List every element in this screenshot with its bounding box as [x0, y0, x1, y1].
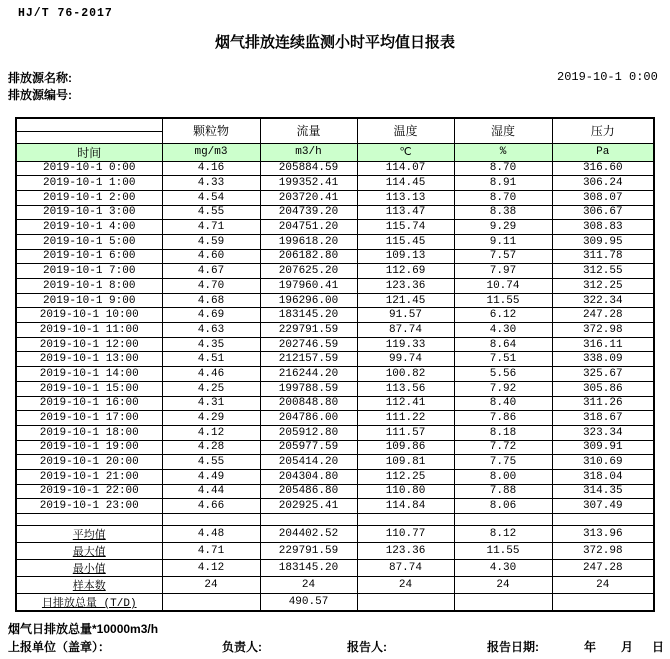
- value-cell: 4.71: [162, 220, 260, 235]
- summary-value-cell: [454, 594, 552, 612]
- value-cell: 110.80: [357, 484, 454, 499]
- value-cell: 4.30: [454, 323, 552, 338]
- value-cell: 203720.41: [260, 190, 357, 205]
- summary-value-cell: 123.36: [357, 543, 454, 560]
- separator-cell: [357, 514, 454, 526]
- table-row: [16, 469, 654, 484]
- value-cell: 119.33: [357, 337, 454, 352]
- value-cell: 205884.59: [260, 161, 357, 176]
- column-header-2: 温度: [357, 118, 454, 143]
- value-cell: 205486.80: [260, 484, 357, 499]
- table-row: [16, 249, 654, 264]
- time-cell: 2019-10-1 3:00: [16, 205, 162, 220]
- value-cell: 8.06: [454, 499, 552, 514]
- report-datetime: 2019-10-1 0:00: [557, 70, 658, 84]
- table-row: [16, 381, 654, 396]
- time-cell: 2019-10-1 9:00: [16, 293, 162, 308]
- value-cell: 318.04: [552, 469, 654, 484]
- time-cell: 2019-10-1 18:00: [16, 425, 162, 440]
- summary-row: [16, 577, 654, 594]
- value-cell: 6.12: [454, 308, 552, 323]
- table-row: [16, 411, 654, 426]
- unit-cell-2: ℃: [357, 143, 454, 161]
- summary-label: 最大值: [16, 543, 162, 560]
- value-cell: 114.07: [357, 161, 454, 176]
- summary-label: 最小值: [16, 560, 162, 577]
- value-cell: 4.66: [162, 499, 260, 514]
- time-cell: 2019-10-1 2:00: [16, 190, 162, 205]
- summary-value-cell: 24: [357, 577, 454, 594]
- table-row: [16, 308, 654, 323]
- value-cell: 306.24: [552, 176, 654, 191]
- time-cell: 2019-10-1 17:00: [16, 411, 162, 426]
- table-row: [16, 190, 654, 205]
- value-cell: 204739.20: [260, 205, 357, 220]
- value-cell: 7.75: [454, 455, 552, 470]
- value-cell: 4.46: [162, 367, 260, 382]
- time-cell: 2019-10-1 6:00: [16, 249, 162, 264]
- value-cell: 114.84: [357, 499, 454, 514]
- value-cell: 121.45: [357, 293, 454, 308]
- summary-value-cell: [552, 594, 654, 612]
- table-row: [16, 161, 654, 176]
- summary-value-cell: 204402.52: [260, 526, 357, 543]
- page-title: 烟气排放连续监测小时平均值日报表: [214, 34, 455, 51]
- value-cell: 4.60: [162, 249, 260, 264]
- value-cell: 8.70: [454, 190, 552, 205]
- time-cell: 2019-10-1 7:00: [16, 264, 162, 279]
- separator-cell: [454, 514, 552, 526]
- value-cell: 112.41: [357, 396, 454, 411]
- summary-value-cell: 24: [454, 577, 552, 594]
- table-row: [16, 337, 654, 352]
- value-cell: 4.54: [162, 190, 260, 205]
- value-cell: 311.26: [552, 396, 654, 411]
- value-cell: 8.18: [454, 425, 552, 440]
- value-cell: 4.35: [162, 337, 260, 352]
- time-cell: 2019-10-1 12:00: [16, 337, 162, 352]
- year-label: 年: [584, 640, 597, 654]
- value-cell: 4.49: [162, 469, 260, 484]
- value-cell: 202746.59: [260, 337, 357, 352]
- separator-cell: [16, 514, 162, 526]
- value-cell: 247.28: [552, 308, 654, 323]
- time-cell: 2019-10-1 20:00: [16, 455, 162, 470]
- time-cell: 2019-10-1 21:00: [16, 469, 162, 484]
- summary-value-cell: [162, 594, 260, 612]
- summary-value-cell: 229791.59: [260, 543, 357, 560]
- value-cell: 199352.41: [260, 176, 357, 191]
- report-table: [15, 117, 655, 612]
- value-cell: 338.09: [552, 352, 654, 367]
- value-cell: 311.78: [552, 249, 654, 264]
- summary-value-cell: 4.30: [454, 560, 552, 577]
- summary-value-cell: 110.77: [357, 526, 454, 543]
- separator-row: [16, 514, 654, 526]
- unit-cell-3: %: [454, 143, 552, 161]
- summary-value-cell: 4.12: [162, 560, 260, 577]
- time-header: 时间: [16, 143, 162, 161]
- table-row: [16, 176, 654, 191]
- value-cell: 7.97: [454, 264, 552, 279]
- time-cell: 2019-10-1 14:00: [16, 367, 162, 382]
- value-cell: 316.11: [552, 337, 654, 352]
- month-label: 月: [621, 640, 634, 654]
- value-cell: 323.34: [552, 425, 654, 440]
- summary-value-cell: 490.57: [260, 594, 357, 612]
- summary-value-cell: 24: [552, 577, 654, 594]
- value-cell: 99.74: [357, 352, 454, 367]
- value-cell: 197960.41: [260, 279, 357, 294]
- column-header-3: 湿度: [454, 118, 552, 143]
- value-cell: 4.25: [162, 381, 260, 396]
- time-cell: 2019-10-1 13:00: [16, 352, 162, 367]
- value-cell: 8.40: [454, 396, 552, 411]
- time-cell: 2019-10-1 8:00: [16, 279, 162, 294]
- time-cell: 2019-10-1 10:00: [16, 308, 162, 323]
- value-cell: 306.67: [552, 205, 654, 220]
- summary-value-cell: 183145.20: [260, 560, 357, 577]
- value-cell: 4.33: [162, 176, 260, 191]
- summary-value-cell: [357, 594, 454, 612]
- value-cell: 112.69: [357, 264, 454, 279]
- value-cell: 115.45: [357, 234, 454, 249]
- time-cell: 2019-10-1 0:00: [16, 161, 162, 176]
- value-cell: 7.86: [454, 411, 552, 426]
- unit-cell-0: mg/m3: [162, 143, 260, 161]
- value-cell: 325.67: [552, 367, 654, 382]
- value-cell: 305.86: [552, 381, 654, 396]
- value-cell: 7.92: [454, 381, 552, 396]
- summary-value-cell: 24: [260, 577, 357, 594]
- value-cell: 123.36: [357, 279, 454, 294]
- source-code-label: 排放源编号:: [8, 88, 72, 102]
- time-cell: 2019-10-1 1:00: [16, 176, 162, 191]
- value-cell: 4.29: [162, 411, 260, 426]
- time-cell: 2019-10-1 15:00: [16, 381, 162, 396]
- value-cell: 216244.20: [260, 367, 357, 382]
- value-cell: 4.51: [162, 352, 260, 367]
- table-row: [16, 499, 654, 514]
- value-cell: 109.86: [357, 440, 454, 455]
- table-head: [16, 118, 654, 161]
- value-cell: 7.88: [454, 484, 552, 499]
- separator-cell: [552, 514, 654, 526]
- value-cell: 109.81: [357, 455, 454, 470]
- table-body: [16, 161, 654, 611]
- table-row: [16, 264, 654, 279]
- column-header-4: 压力: [552, 118, 654, 143]
- value-cell: 4.63: [162, 323, 260, 338]
- value-cell: 4.28: [162, 440, 260, 455]
- value-cell: 205414.20: [260, 455, 357, 470]
- value-cell: 4.70: [162, 279, 260, 294]
- value-cell: 4.55: [162, 455, 260, 470]
- summary-value-cell: 372.98: [552, 543, 654, 560]
- value-cell: 113.56: [357, 381, 454, 396]
- value-cell: 4.12: [162, 425, 260, 440]
- time-cell: 2019-10-1 11:00: [16, 323, 162, 338]
- summary-value-cell: 87.74: [357, 560, 454, 577]
- value-cell: 308.83: [552, 220, 654, 235]
- time-cell: 2019-10-1 5:00: [16, 234, 162, 249]
- value-cell: 11.55: [454, 293, 552, 308]
- value-cell: 8.91: [454, 176, 552, 191]
- manager-label: 负责人:: [222, 640, 262, 654]
- value-cell: 4.44: [162, 484, 260, 499]
- value-cell: 111.22: [357, 411, 454, 426]
- value-cell: 4.69: [162, 308, 260, 323]
- summary-label: 平均值: [16, 526, 162, 543]
- column-header-0: 颗粒物: [162, 118, 260, 143]
- table-row: [16, 352, 654, 367]
- value-cell: 113.13: [357, 190, 454, 205]
- value-cell: 113.47: [357, 205, 454, 220]
- value-cell: 9.11: [454, 234, 552, 249]
- value-cell: 229791.59: [260, 323, 357, 338]
- value-cell: 4.67: [162, 264, 260, 279]
- summary-value-cell: 4.48: [162, 526, 260, 543]
- table-row: [16, 279, 654, 294]
- report-date-label: 报告日期:: [487, 640, 539, 654]
- value-cell: 8.64: [454, 337, 552, 352]
- day-label: 日: [652, 640, 665, 654]
- time-header-spacer-top: [16, 118, 162, 131]
- time-header-spacer-bottom: [16, 131, 162, 143]
- value-cell: 7.72: [454, 440, 552, 455]
- summary-row: [16, 594, 654, 612]
- value-cell: 4.59: [162, 234, 260, 249]
- value-cell: 204304.80: [260, 469, 357, 484]
- value-cell: 312.25: [552, 279, 654, 294]
- table-row: [16, 205, 654, 220]
- time-cell: 2019-10-1 23:00: [16, 499, 162, 514]
- value-cell: 314.35: [552, 484, 654, 499]
- summary-label: 日排放总量 (T/D): [16, 594, 162, 612]
- value-cell: 7.57: [454, 249, 552, 264]
- value-cell: 115.74: [357, 220, 454, 235]
- summary-value-cell: 24: [162, 577, 260, 594]
- value-cell: 318.67: [552, 411, 654, 426]
- report-unit-label: 上报单位（盖章）：: [8, 640, 111, 654]
- value-cell: 4.55: [162, 205, 260, 220]
- value-cell: 91.57: [357, 308, 454, 323]
- signature-line: [0, 638, 670, 654]
- value-cell: 8.00: [454, 469, 552, 484]
- separator-cell: [260, 514, 357, 526]
- summary-row: [16, 526, 654, 543]
- value-cell: 114.45: [357, 176, 454, 191]
- column-header-1: 流量: [260, 118, 357, 143]
- value-cell: 207625.20: [260, 264, 357, 279]
- value-cell: 308.07: [552, 190, 654, 205]
- value-cell: 112.25: [357, 469, 454, 484]
- summary-row: [16, 560, 654, 577]
- table-row: [16, 440, 654, 455]
- time-cell: 2019-10-1 19:00: [16, 440, 162, 455]
- table-row: [16, 367, 654, 382]
- table-row: [16, 425, 654, 440]
- separator-cell: [162, 514, 260, 526]
- value-cell: 204751.20: [260, 220, 357, 235]
- value-cell: 200848.80: [260, 396, 357, 411]
- value-cell: 4.16: [162, 161, 260, 176]
- value-cell: 205977.59: [260, 440, 357, 455]
- value-cell: 307.49: [552, 499, 654, 514]
- source-name-label: 排放源名称:: [8, 71, 72, 85]
- value-cell: 309.95: [552, 234, 654, 249]
- value-cell: 316.60: [552, 161, 654, 176]
- time-cell: 2019-10-1 16:00: [16, 396, 162, 411]
- table-row: [16, 455, 654, 470]
- value-cell: 10.74: [454, 279, 552, 294]
- table-row: [16, 484, 654, 499]
- summary-value-cell: 313.96: [552, 526, 654, 543]
- value-cell: 206182.80: [260, 249, 357, 264]
- value-cell: 8.38: [454, 205, 552, 220]
- unit-cell-4: Pa: [552, 143, 654, 161]
- value-cell: 212157.59: [260, 352, 357, 367]
- table-row: [16, 293, 654, 308]
- table-row: [16, 323, 654, 338]
- table-row: [16, 396, 654, 411]
- reporter-label: 报告人:: [347, 640, 387, 654]
- standard-code: HJ/T 76-2017: [18, 7, 113, 20]
- table-row: [16, 234, 654, 249]
- value-cell: 87.74: [357, 323, 454, 338]
- value-cell: 196296.00: [260, 293, 357, 308]
- value-cell: 199618.20: [260, 234, 357, 249]
- summary-value-cell: 8.12: [454, 526, 552, 543]
- summary-label: 样本数: [16, 577, 162, 594]
- unit-cell-1: m3/h: [260, 143, 357, 161]
- value-cell: 4.31: [162, 396, 260, 411]
- value-cell: 100.82: [357, 367, 454, 382]
- value-cell: 183145.20: [260, 308, 357, 323]
- value-cell: 7.51: [454, 352, 552, 367]
- total-emission-note: 烟气日排放总量*10000m3/h: [8, 622, 159, 636]
- value-cell: 204786.00: [260, 411, 357, 426]
- value-cell: 322.34: [552, 293, 654, 308]
- time-cell: 2019-10-1 4:00: [16, 220, 162, 235]
- value-cell: 5.56: [454, 367, 552, 382]
- summary-row: [16, 543, 654, 560]
- value-cell: 372.98: [552, 323, 654, 338]
- value-cell: 111.57: [357, 425, 454, 440]
- summary-value-cell: 4.71: [162, 543, 260, 560]
- unit-row: [16, 143, 654, 161]
- value-cell: 309.91: [552, 440, 654, 455]
- value-cell: 9.29: [454, 220, 552, 235]
- value-cell: 4.68: [162, 293, 260, 308]
- summary-value-cell: 247.28: [552, 560, 654, 577]
- value-cell: 199788.59: [260, 381, 357, 396]
- value-cell: 310.69: [552, 455, 654, 470]
- summary-value-cell: 11.55: [454, 543, 552, 560]
- header-row-top: [16, 118, 654, 131]
- time-cell: 2019-10-1 22:00: [16, 484, 162, 499]
- value-cell: 8.70: [454, 161, 552, 176]
- value-cell: 312.55: [552, 264, 654, 279]
- table-row: [16, 220, 654, 235]
- value-cell: 202925.41: [260, 499, 357, 514]
- value-cell: 109.13: [357, 249, 454, 264]
- value-cell: 205912.80: [260, 425, 357, 440]
